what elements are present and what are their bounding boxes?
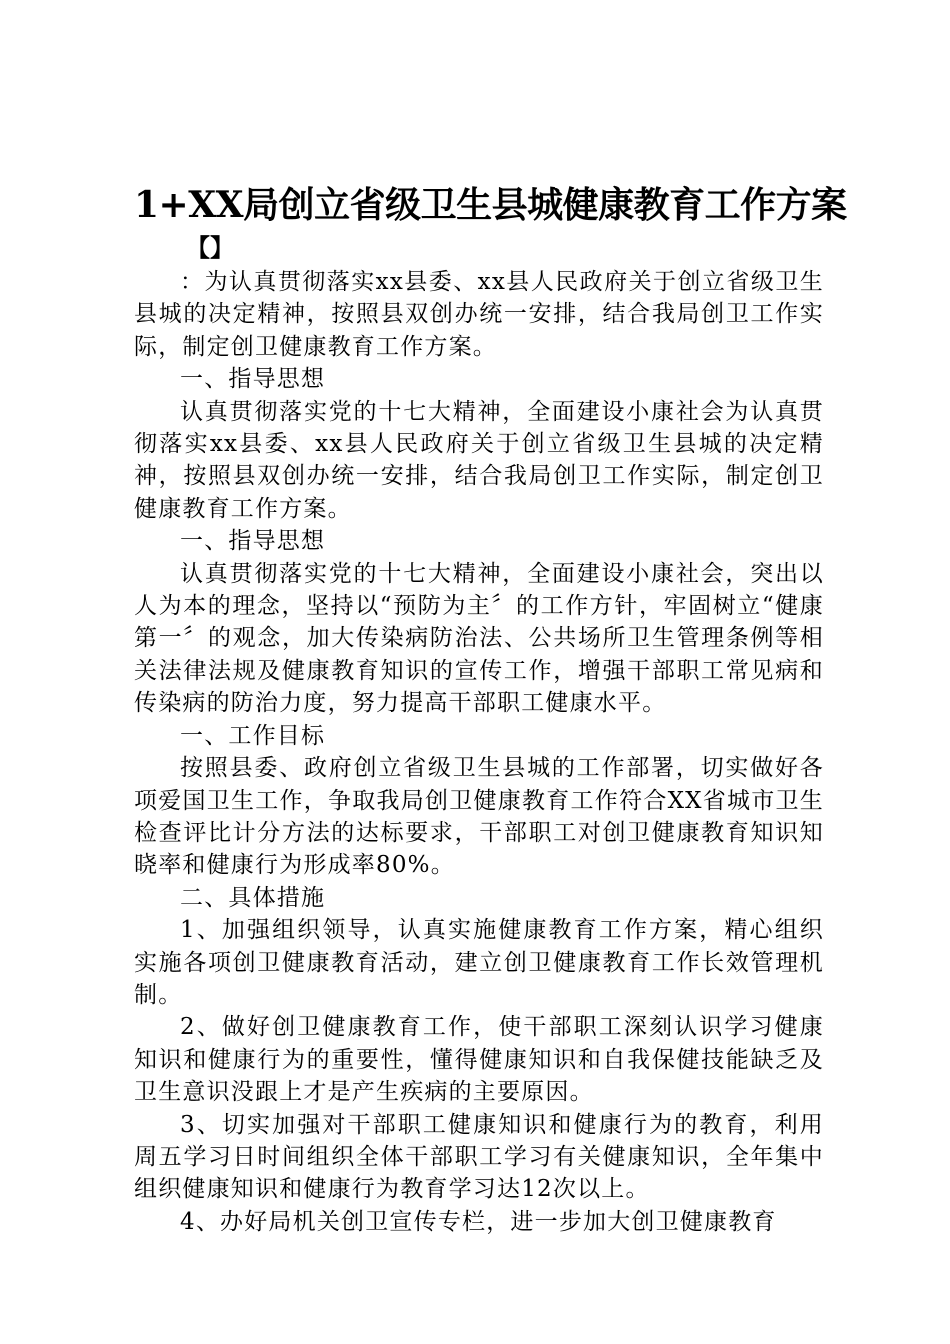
paragraph: 3、切实加强对干部职工健康知识和健康行为的教育，利用周五学习日时间组织全体干部职工学习有关健康知识，全年集中组织健康知识和健康行为教育学习达12次以上。 — [134, 1111, 824, 1203]
section-heading: 一、工作目标 — [180, 722, 326, 749]
section-heading: 一、指导思想 — [180, 528, 326, 555]
paragraph: ：为认真贯彻落实xx县委、xx县人民政府关于创立省级卫生县城的决定精神，按照县双创办统一安排，结合我局创卫工作实际，制定创卫健康教育工作方案。 — [134, 269, 824, 360]
document-title: 1+XX局创立省级卫生县城健康教育工作方案 — [134, 184, 847, 226]
section-heading: 一、指导思想 — [180, 366, 326, 393]
section-heading: 二、具体措施 — [180, 884, 326, 911]
paragraph: 1、加强组织领导，认真实施健康教育工作方案，精心组织实施各项创卫健康教育活动，建立创卫健康教育工作长效管理机制。 — [134, 917, 824, 1008]
paragraph: 认真贯彻落实党的十七大精神，全面建设小康社会为认真贯彻落实xx县委、xx县人民政府关于创立省级卫生县城的决定精神，按照县双创办统一安排，结合我局创卫工作实际，制定创卫健康教育工作方案。 — [134, 398, 824, 522]
paragraph: 认真贯彻落实党的十七大精神，全面建设小康社会，突出以人为本的理念，坚持以“预防为主〞的工作方针，牢固树立“健康第一〞的观念，加大传染病防治法、公共场所卫生管理条例等相关法律法规及健康教育知识的宣传工作，增强干部职工常见病和传染病的防治力度，努力提高干部职工健康水平。 — [134, 560, 824, 717]
paragraph: 按照县委、政府创立省级卫生县城的工作部署，切实做好各项爱国卫生工作，争取我局创卫健康教育工作符合XX省城市卫生检查评比计分方法的达标要求，干部职工对创卫健康教育知识知晓率和健康行为形成率80%。 — [134, 755, 824, 879]
document-subtitle: 【】 — [186, 233, 234, 262]
document-body — [134, 266, 824, 1238]
paragraph: 4、办好局机关创卫宣传专栏，进一步加大创卫健康教育 — [180, 1208, 777, 1235]
paragraph: 2、做好创卫健康教育工作，使干部职工深刻认识学习健康知识和健康行为的重要性，懂得健康知识和自我保健技能缺乏及卫生意识没跟上才是产生疾病的主要原因。 — [134, 1014, 824, 1106]
